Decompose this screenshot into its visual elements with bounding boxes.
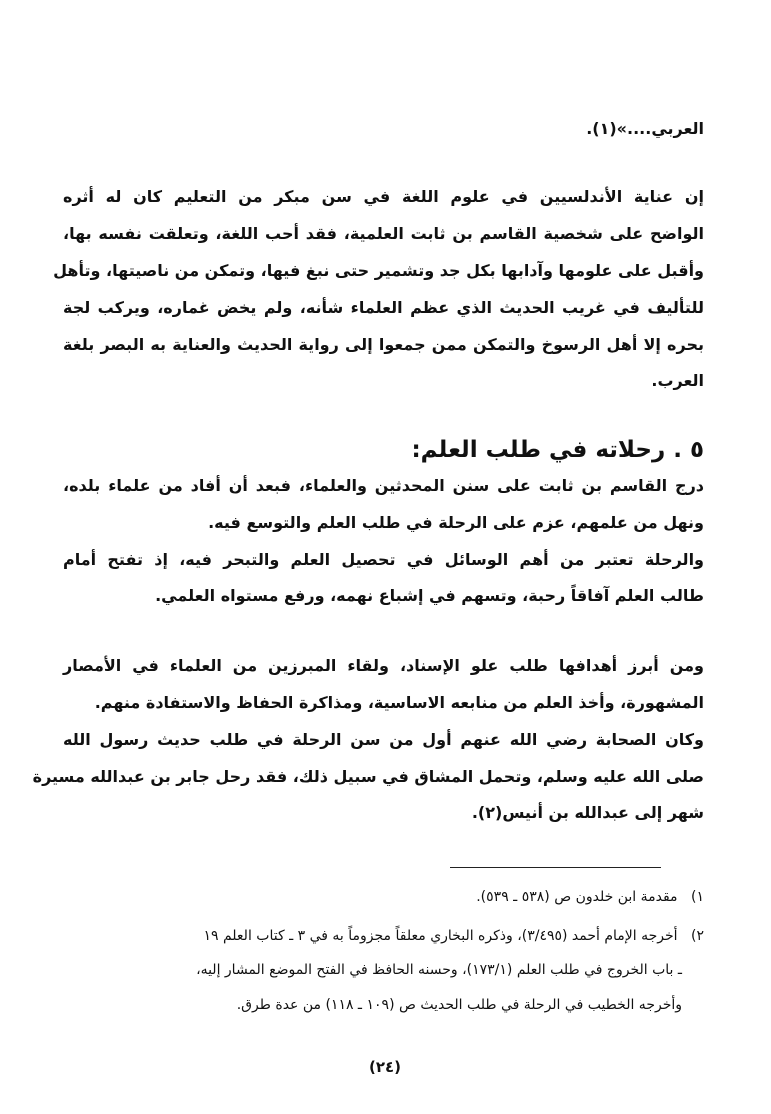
footnote-2-continued: وأخرجه الخطيب في الرحلة في طلب الحديث ص (١٠٩ ـ ١١٨) من عدة طرق. <box>236 997 682 1013</box>
paragraph-line: المشهورة، وأخذ العلم من منابعه الاساسية، ومذاكرة الحفاظ والاستفادة منهم. <box>94 693 704 712</box>
footnote-2-continued: ـ باب الخروج في طلب العلم (١٧٣/١)، وحسنه الحافظ في الفتح الموضع المشار إليه، <box>196 962 682 978</box>
footnote-text: أخرجه الإمام أحمد (٣/٤٩٥)، وذكره البخاري معلقاً مجزوماً به في ٣ ـ كتاب العلم ١٩ <box>203 928 678 944</box>
continued-quote-line: العربي....»(١). <box>586 119 704 138</box>
paragraph-line: وأقبل على علومها وآدابها بكل جد وتشمير حتى نبغ فيها، وتمكن من ناصيتها، وتأهل <box>53 261 704 280</box>
paragraph-line: شهر إلى عبدالله بن أنيس(٢). <box>471 803 704 822</box>
footnote-number: ٢) <box>691 928 704 944</box>
paragraph-line: درج القاسم بن ثابت على سنن المحدثين والعلماء، فبعد أن أفاد من علماء بلده، <box>63 476 704 495</box>
section-heading: ٥ . رحلاته في طلب العلم: <box>411 437 704 463</box>
footnote-2 <box>63 926 704 946</box>
paragraph-line: طالب العلم آفاقاً رحبة، وتسهم في إشباع نهمه، ورفع مستواه العلمي. <box>155 586 704 605</box>
paragraph-line: بحره إلا أهل الرسوخ والتمكن ممن جمعوا إلى رواية الحديث والعناية به البصر بلغة <box>63 335 704 354</box>
paragraph-line: إن عناية الأندلسيين في علوم اللغة في سن مبكر من التعليم كان له أثره <box>63 187 704 206</box>
footnote-text: مقدمة ابن خلدون ص (٥٣٨ ـ ٥٣٩). <box>476 889 678 905</box>
paragraph-line: العرب. <box>651 371 704 390</box>
paragraph-line: الواضح على شخصية القاسم بن ثابت العلمية، فقد أحب اللغة، وتعلقت نفسه بها، <box>63 224 704 243</box>
footnote-1 <box>63 887 704 907</box>
paragraph-line: ومن أبرز أهدافها طلب علو الإسناد، ولقاء المبرزين من العلماء في الأمصار <box>63 656 704 675</box>
paragraph-line: صلى الله عليه وسلم، وتحمل المشاق في سبيل ذلك، فقد رحل جابر بن عبدالله مسيرة <box>32 767 704 786</box>
page-number: (٢٤) <box>368 1058 402 1076</box>
footnote-number: ١) <box>691 889 704 905</box>
paragraph-line: للتأليف في غريب الحديث الذي عظم العلماء شأنه، ولم يخض غماره، ويركب لجة <box>63 298 704 317</box>
paragraph-line: والرحلة تعتبر من أهم الوسائل في تحصيل العلم والتبحر فيه، إذ تفتح أمام <box>63 550 704 569</box>
footnote-separator <box>450 867 661 868</box>
paragraph-line: ونهل من علمهم، عزم على الرحلة في طلب العلم والتوسع فيه. <box>208 513 704 532</box>
paragraph-line: وكان الصحابة رضي الله عنهم أول من سن الرحلة في طلب حديث رسول الله <box>63 730 704 749</box>
